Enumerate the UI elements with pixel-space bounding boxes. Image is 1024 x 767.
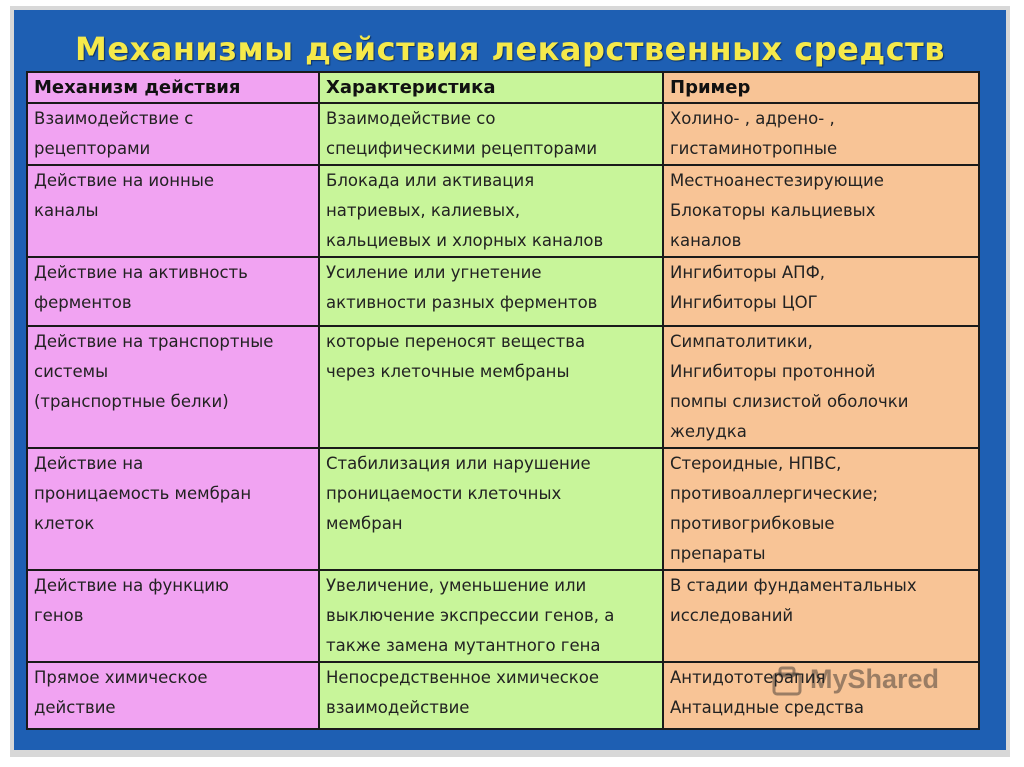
- cell-text-line: генов: [34, 606, 84, 625]
- cell-mechanism: [27, 165, 319, 257]
- cell-characteristic: [319, 448, 663, 570]
- cell-text-line: каналы: [34, 201, 99, 220]
- cell-text-line: кальциевых и хлорных каналов: [326, 231, 604, 250]
- cell-text-line: (транспортные белки): [34, 392, 229, 411]
- cell-characteristic: [319, 257, 663, 326]
- cell-text-line: Увеличение, уменьшение или: [326, 576, 587, 595]
- cell-text-line: Антацидные средства: [670, 698, 864, 717]
- cell-example: [663, 448, 979, 570]
- cell-text-line: через клеточные мембраны: [326, 362, 570, 381]
- cell-characteristic: [319, 326, 663, 448]
- cell-text-line: проницаемость мембран: [34, 484, 252, 503]
- table-row: [27, 570, 979, 662]
- cell-characteristic: [319, 103, 663, 165]
- table-row: [27, 662, 979, 729]
- cell-text-line: Антидототерапия: [670, 668, 826, 687]
- table-row: [27, 448, 979, 570]
- slide-title: Механизмы действия лекарственных средств: [75, 30, 945, 68]
- cell-mechanism: [27, 103, 319, 165]
- cell-text-line: помпы слизистой оболочки: [670, 392, 909, 411]
- header-mechanism: Механизм действия: [27, 72, 319, 103]
- cell-text-line: системы: [34, 362, 109, 381]
- cell-text-line: Блокада или активация: [326, 171, 535, 190]
- cell-text-line: также замена мутантного гена: [326, 636, 601, 655]
- cell-text-line: Блокаторы кальциевых: [670, 201, 876, 220]
- cell-text-line: мембран: [326, 514, 403, 533]
- table-row: [27, 326, 979, 448]
- cell-text-line: Действие на функцию: [34, 576, 229, 595]
- cell-example: [663, 662, 979, 729]
- cell-example: [663, 570, 979, 662]
- header-characteristic: Характеристика: [319, 72, 663, 103]
- cell-text-line: противогрибковые: [670, 514, 835, 533]
- cell-text-line: Взаимодействие со: [326, 109, 496, 128]
- cell-text-line: Прямое химическое: [34, 668, 208, 687]
- cell-mechanism: [27, 326, 319, 448]
- table-header-row: [27, 72, 979, 103]
- cell-text-line: желудка: [670, 422, 747, 441]
- cell-example: [663, 326, 979, 448]
- cell-text-line: противоаллергические;: [670, 484, 879, 503]
- cell-mechanism: [27, 570, 319, 662]
- cell-text-line: рецепторами: [34, 139, 151, 158]
- cell-text-line: специфическими рецепторами: [326, 139, 598, 158]
- cell-example: [663, 257, 979, 326]
- cell-text-line: Действие на: [34, 454, 144, 473]
- cell-text-line: проницаемости клеточных: [326, 484, 562, 503]
- table-body: [27, 103, 979, 729]
- cell-mechanism: [27, 662, 319, 729]
- cell-text-line: которые переносят вещества: [326, 332, 586, 351]
- cell-text-line: Усиление или угнетение: [326, 263, 542, 282]
- cell-text-line: Действие на активность: [34, 263, 248, 282]
- watermark-text: MyShared: [810, 664, 940, 694]
- cell-example: [663, 103, 979, 165]
- cell-text-line: Действие на ионные: [34, 171, 215, 190]
- cell-text-line: Ингибиторы АПФ,: [670, 263, 826, 282]
- cell-characteristic: [319, 570, 663, 662]
- header-example: Пример: [663, 72, 979, 103]
- cell-text-line: активности разных ферментов: [326, 293, 598, 312]
- cell-text-line: Действие на транспортные: [34, 332, 274, 351]
- table-row: [27, 103, 979, 165]
- cell-text-line: Симпатолитики,: [670, 332, 813, 351]
- cell-text-line: Холино- , адрено- ,: [670, 109, 835, 128]
- cell-text-line: Ингибиторы протонной: [670, 362, 876, 381]
- cell-text-line: Ингибиторы ЦОГ: [670, 293, 818, 312]
- cell-text-line: клеток: [34, 514, 95, 533]
- mechanisms-table: [26, 71, 980, 730]
- cell-characteristic: [319, 662, 663, 729]
- cell-text-line: взаимодействие: [326, 698, 470, 717]
- cell-text-line: препараты: [670, 544, 766, 563]
- cell-text-line: исследований: [670, 606, 794, 625]
- cell-mechanism: [27, 448, 319, 570]
- cell-text-line: ферментов: [34, 293, 132, 312]
- table-row: [27, 257, 979, 326]
- cell-text-line: В стадии фундаментальных: [670, 576, 917, 595]
- cell-text-line: натриевых, калиевых,: [326, 201, 521, 220]
- cell-text-line: Стабилизация или нарушение: [326, 454, 591, 473]
- cell-text-line: Стероидные, НПВС,: [670, 454, 842, 473]
- cell-text-line: гистаминотропные: [670, 139, 838, 158]
- cell-text-line: выключение экспрессии генов, а: [326, 606, 615, 625]
- cell-example: [663, 165, 979, 257]
- table-row: [27, 165, 979, 257]
- cell-text-line: действие: [34, 698, 116, 717]
- cell-text-line: Местноанестезирующие: [670, 171, 884, 190]
- cell-mechanism: [27, 257, 319, 326]
- cell-characteristic: [319, 165, 663, 257]
- cell-text-line: Взаимодействие с: [34, 109, 194, 128]
- cell-text-line: каналов: [670, 231, 742, 250]
- cell-text-line: Непосредственное химическое: [326, 668, 600, 687]
